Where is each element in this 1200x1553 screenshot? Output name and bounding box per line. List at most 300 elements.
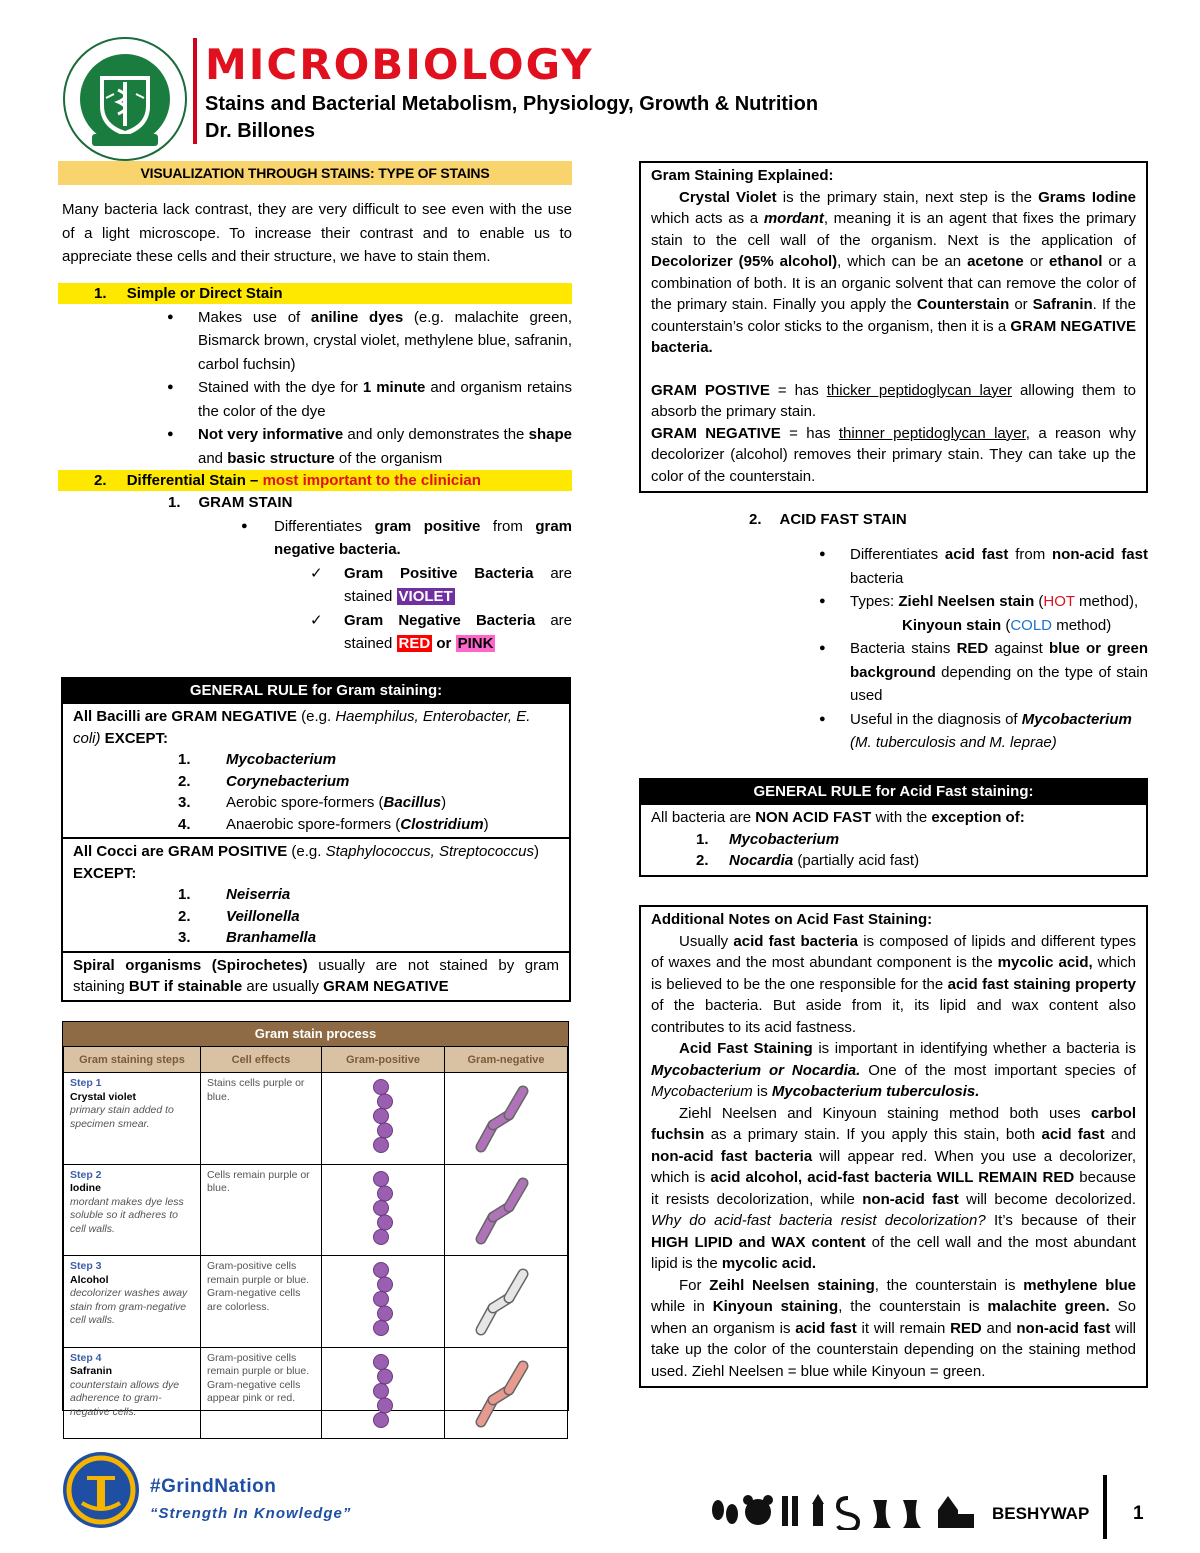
list-item [73,792,559,814]
step-cell [64,1347,201,1439]
text: malachite green. [987,1298,1110,1315]
text: Bacteria stains [850,640,957,657]
text: thicker peptidoglycan layer [826,381,1012,399]
list-text [73,906,559,928]
text: acid fast bacteria [733,932,859,950]
text: Differentiates [850,546,945,563]
gram-process-table [63,1046,568,1439]
box-title: Gram Staining Explained: [651,167,834,184]
text: and [198,449,228,467]
step-number: Step 4 [70,1351,102,1364]
coccus-cell [373,1321,388,1336]
brand-text: BESHYWAP [992,1504,1090,1523]
text: GRAM POSTIVE [651,381,770,399]
text: acid fast staining property [947,975,1136,993]
text: For [679,1276,710,1294]
effect-cell: Gram-positive cells remain purple or blue. Gram-negative cells appear pink or red. [200,1347,321,1439]
list-item [58,306,572,377]
text: = has [769,381,827,399]
text: which is believed to be the one responsible for the [651,954,1136,993]
grind-nation-logo [62,1451,140,1529]
list-number: 2. [94,472,107,489]
table-row [64,1256,568,1348]
text: acetone [967,253,1024,270]
list-number: 3. [178,929,191,946]
column-header: Gram-positive [321,1047,444,1073]
left-column [58,161,572,656]
list-text [73,927,559,949]
header-divider [193,38,197,144]
gram-positive-cell [321,1073,444,1165]
gram-positive-cell [321,1347,444,1439]
text: with the [871,809,932,826]
text: ) [441,794,447,811]
gram-explained-box [639,161,1148,493]
gram-positive-cocci-chain [328,1169,438,1247]
text: Mycobacterium [1021,710,1132,728]
text: (partially acid fast) [793,852,920,869]
step-name: Iodine [70,1182,101,1194]
text: Veillonella [226,907,300,925]
gram-negative-cell [445,1347,568,1439]
cocci-rule [63,837,569,951]
text: depending on the type of stain used [850,663,1148,704]
acid-notes-box [639,905,1148,1388]
coccus-cell [373,1292,388,1307]
text: = has [780,424,839,442]
text: carbol fuchsin [651,1104,1136,1143]
gram-negative-cell [445,1256,568,1348]
pink-tag: PINK [457,635,494,652]
text: mycolic acid. [721,1255,817,1272]
text: (e.g. [296,708,336,725]
text: One of the most important species of [860,1061,1136,1079]
text: will appear red. When you use a decolorizer, which is [651,1147,1136,1186]
list-item [73,814,559,836]
text: shape [528,426,572,443]
differential-stain-heading [58,470,572,491]
text: ACID FAST STAIN [779,511,907,528]
coccus-cell [373,1109,388,1124]
text: ethanol [1049,253,1103,270]
gram-rule-box [61,677,571,1002]
acid-rule-header: GENERAL RULE for Acid Fast staining: [641,780,1146,803]
table-row [64,1164,568,1256]
acid-fast-section [639,511,1148,755]
step-number: Step 3 [70,1260,102,1272]
gram-negative-rod-chain [451,1260,561,1338]
text: acid alcohol, acid-fast bacteria WILL REMAIN RED [710,1169,1075,1186]
text: allowing them to absorb the primary stain. [651,381,1136,420]
text: will take up the color of the counterstain depending on the staining method used. Ziehl Neelsen = blue while Kinyoun = green. [651,1319,1136,1380]
hashtag-text: #GrindNation [150,1476,277,1497]
gram-positive-def [651,380,1136,423]
acid-exceptions-list [651,829,1136,872]
list-number: 3. [178,794,191,811]
column-header: Gram staining steps [64,1047,201,1073]
gram-negative-cell [445,1073,568,1165]
spiral-rule [63,951,569,1000]
coccus-cell [377,1186,392,1201]
footer-divider [1103,1475,1107,1539]
step-description: mordant makes dye less soluble so it adheres to cell walls. [70,1195,184,1235]
coccus-cell [373,1383,388,1398]
text: Counterstain [916,296,1010,313]
list-number: 2. [696,852,709,869]
notes-paragraph [651,931,1136,1039]
text: acid fast [795,1319,857,1337]
text: gram positive [374,517,481,535]
text: , the counterstain is [874,1276,1024,1294]
list-text [73,771,559,793]
text: or [1009,296,1033,313]
intro-paragraph: Many bacteria lack contrast, they are very difficult to see even with the use of a light microscope. To increase their contrast and to enable us to appreciate these cells and their structure, we have to stain them. [62,201,572,265]
text: Bacillus [383,794,442,811]
text: or [1023,253,1050,270]
text: Nocardia [729,852,794,869]
text: EXCEPT: [100,729,169,747]
text: ) [483,815,489,833]
gram-stain-process-figure [62,1021,569,1418]
text: from [480,517,536,535]
list-item [73,906,559,928]
bacilli-exceptions-list [73,749,559,835]
author-name: Dr. Billones [205,120,316,142]
page-subtitle: Stains and Bacterial Metabolism, Physiology, Growth & Nutrition [205,93,819,115]
coccus-cell [377,1123,392,1138]
text: Types: [850,593,899,610]
coccus-cell [373,1200,388,1215]
text: Gram Positive Bacteria [344,564,534,582]
text: bacteria [850,569,904,587]
text: GRAM NEGATIVE [323,978,449,995]
list-item [73,771,559,793]
gram-negative-def [651,423,1136,488]
step-cell [64,1256,201,1348]
list-item [58,515,572,562]
acid-rule-body [641,803,1146,875]
text: acid fast [1041,1126,1105,1143]
text: it will remain [856,1319,951,1337]
text: will become decolorized. [958,1190,1136,1208]
text: Not very informative [198,426,344,443]
text: BUT if stainable [128,978,243,995]
text: because it resists decolorization, while [651,1169,1136,1208]
text: All Cocci are GRAM POSITIVE [73,843,288,860]
text: and [981,1319,1017,1337]
coccus-cell [377,1094,392,1109]
red-tag: RED [398,635,431,652]
gram-stain-label: GRAM STAIN [198,494,293,511]
list-text [73,749,559,771]
text: Clostridium [400,815,484,833]
gram-negative-cell [445,1164,568,1256]
text: non-acid fast bacteria [651,1147,813,1165]
acid-fast-heading [639,511,1148,528]
list-number: 2. [178,772,191,790]
text: Kinyoun staining [712,1298,839,1315]
list-text [73,884,559,906]
table-row [64,1073,568,1165]
text: 2. [749,511,762,528]
text: exception of: [931,809,1025,826]
list-item [73,927,559,949]
effect-cell: Stains cells purple or blue. [200,1073,321,1165]
text: usually are not stained by gram staining [73,956,559,995]
step-name: Safranin [70,1365,113,1377]
text: Acid Fast Staining [679,1040,813,1057]
list-item [651,850,1136,872]
text: non-acid fast [862,1190,959,1208]
simple-stain-heading [58,283,572,304]
simple-stain-label: Simple or Direct Stain [126,284,283,302]
column-header: Cell effects [200,1047,321,1073]
text: Aerobic spore-formers ( [226,794,384,811]
bullet-icon: ● [241,519,248,532]
university-seal-logo [62,36,188,162]
text: and organism retains the color of the dye [198,379,572,420]
list-item [58,423,572,470]
text: Mycobacterium [729,830,840,848]
coccus-cell [377,1306,392,1321]
text: are stained [344,564,572,605]
explained-paragraph [651,187,1136,359]
text: as a primary stain. If you apply this stain, both [704,1126,1042,1143]
page-title: MICROBIOLOGY [205,40,594,89]
section-heading: VISUALIZATION THROUGH STAINS: TYPE OF STAINS [58,161,572,185]
list-number: 1. [696,830,709,848]
text: mycolic acid, [997,954,1093,971]
text: GRAM NEGATIVE [651,424,781,442]
text: , a reason why decolorizer (alcohol) removes their primary stain. They can take up the color of the counterstain. [651,424,1136,485]
text: basic structure [227,449,335,467]
text: are usually [242,978,324,995]
step-cell [64,1164,201,1256]
cocci-exceptions-list [73,884,559,949]
text: NON ACID FAST [755,809,872,826]
list-number: 1. [178,886,191,903]
text: are stained [344,611,572,652]
text: and [1104,1126,1136,1143]
text: Mycobacterium or Nocardia. [651,1061,861,1079]
list-item [639,637,1148,708]
coccus-cell [373,1412,388,1427]
text: Mycobacterium tuberculosis. [771,1083,980,1100]
text: non-acid fast [1052,546,1148,563]
list-item [73,749,559,771]
step-number: Step 2 [70,1168,102,1181]
page-number: 1 [1133,1503,1144,1524]
step-number: Step 1 [70,1077,102,1089]
differential-stain-label: Differential Stain – [126,472,263,489]
step-description: decolorizer washes away stain from gram-negative cell walls. [70,1287,188,1326]
motto-text: “Strength In Knowledge” [150,1505,352,1522]
coccus-cell [377,1398,392,1413]
text: thinner peptidoglycan layer [838,424,1026,442]
text: mordant [763,210,824,227]
text: Neiserria [226,886,291,903]
list-number: 1. [168,494,181,511]
text: (M. tuberculosis and M. leprae) [850,734,1057,751]
coccus-cell [373,1171,388,1186]
text: Ziehl Neelsen and Kinyoun staining method both uses [679,1104,1091,1122]
text: or [432,635,456,652]
text: RED [956,640,989,657]
text: Usually [679,932,734,950]
column-header: Gram-negative [445,1047,568,1073]
list-item [651,829,1136,851]
text: Zeihl Neelsen staining [709,1276,875,1294]
list-item [639,590,1148,637]
checkmark-icon: ✓ [310,564,323,582]
list-text [73,814,559,836]
text: HOT [1043,593,1075,610]
text: ) [534,843,540,860]
text: is composed of lipids and different types of waxes and the most abundant component is the [651,932,1136,971]
text: Ziehl Neelsen stain [898,593,1035,610]
coccus-cell [377,1215,392,1230]
text: methylene blue [1023,1276,1136,1294]
text: HIGH LIPID and WAX content [651,1233,866,1251]
text: GRAM NEGATIVE bacteria. [651,317,1136,356]
text: . If the counterstain’s color sticks to the organism, then it is a [651,296,1136,335]
differential-stain-note: most important to the clinician [262,472,481,489]
text: Mycobacterium [651,1083,753,1100]
text: Useful in the diagnosis of [850,710,1022,728]
list-number: 4. [178,815,191,833]
text: of the bacteria. But aside from it, its lipid and wax content also contributes to its acid fastness. [651,997,1136,1036]
text: Stained with the dye for [198,379,363,396]
text: Gram Negative Bacteria [344,611,536,629]
notes-paragraph [651,1275,1136,1383]
text: of the organism [334,449,443,467]
effect-cell: Cells remain purple or blue. [200,1164,321,1256]
notes-paragraph [651,1103,1136,1275]
text: which acts as a [651,210,764,227]
text: Decolorizer (95% alcohol) [651,253,838,270]
text: , the counterstain is [838,1298,988,1315]
text: while in [651,1298,713,1315]
text: All bacteria are [651,809,756,826]
text: All Bacilli are GRAM NEGATIVE [73,708,297,725]
coccus-cell [373,1354,388,1369]
coccus-cell [377,1369,392,1384]
text: acid fast [944,546,1009,563]
gram-stain-heading [58,491,572,515]
step-name: Alcohol [70,1273,109,1286]
text: is important in identifying whether a bacteria is [812,1040,1136,1057]
step-cell [64,1073,201,1165]
coccus-cell [377,1277,392,1292]
text: Staphylococcus, Streptococcus [325,843,535,860]
acid-fast-rule-box [639,778,1148,877]
violet-tag: VIOLET [398,588,453,605]
checkmark-icon: ✓ [310,611,323,629]
text: Kinyoun stain [902,616,1002,634]
text: EXCEPT: [73,864,137,882]
text: Makes use of [198,308,311,326]
text: Grams Iodine [1038,188,1136,206]
box-title: Additional Notes on Acid Fast Staining: [651,911,933,928]
gram-rule-header: GENERAL RULE for Gram staining: [63,679,569,702]
coccus-cell [373,1138,388,1153]
gram-negative-rod-chain [451,1169,561,1247]
text: aniline dyes [310,308,404,326]
list-item [73,884,559,906]
text: Crystal Violet [679,188,777,206]
text: and only demonstrates the [343,426,529,443]
text: So when an organism is [651,1298,1136,1337]
text: Anaerobic spore-formers ( [226,815,401,833]
list-number: 1. [178,751,191,768]
notes-paragraph [651,1038,1136,1103]
effect-cell: Gram-positive cells remain purple or blue. Gram-negative cells are colorless. [200,1256,321,1348]
list-number: 2. [178,907,191,925]
text: , which can be an [837,253,968,270]
list-text [73,792,559,814]
step-description: counterstain allows dye adherence to gram-negative cells. [70,1378,180,1418]
coccus-cell [373,1229,388,1244]
text: is the primary stain, next step is the [776,188,1039,206]
text: method) [1052,616,1112,634]
text: Corynebacterium [226,772,350,790]
gram-positive-cocci-chain [328,1077,438,1155]
list-item [639,708,1148,755]
text: gram negative bacteria. [274,517,572,558]
text: method), [1074,593,1139,610]
text: (e.g. malachite green, Bismarck brown, crystal violet, methylene blue, safranin, carbol fuchsin) [198,308,572,373]
text: or a combination of both. It is an organic solvent that can remove the color of the primary stain. Finally you apply the [651,253,1136,313]
gram-positive-cell [321,1164,444,1256]
text: RED [950,1319,982,1337]
coccus-cell [373,1080,388,1095]
check-item [58,609,572,656]
step-description: primary stain added to specimen smear. [70,1104,174,1130]
figure-title: Gram stain process [63,1022,568,1046]
text: ( [1034,593,1044,610]
list-item [58,376,572,423]
coccus-cell [373,1263,388,1278]
text: Why do acid-fast bacteria resist decolorization? [651,1212,986,1229]
text: against [988,640,1049,657]
text: non-acid fast [1016,1319,1111,1337]
text: Differentiates [274,517,375,535]
step-name: Crystal violet [70,1090,136,1103]
gram-negative-rod-chain [451,1077,561,1155]
text: COLD [1010,616,1053,634]
text: blue or green background [850,640,1148,681]
decorative-icons-row [708,1490,983,1530]
text: (e.g. [287,843,326,860]
text: of the cell wall and the most abundant lipid is the [651,1233,1136,1272]
text: from [1008,546,1053,563]
text: Haemphilus, Enterobacter, E. coli) [73,708,531,747]
text: 1 minute [362,379,426,396]
text: ( [1001,616,1011,634]
table-row [64,1347,568,1439]
text: is [752,1083,772,1100]
gram-positive-cell [321,1256,444,1348]
gram-negative-rod-chain [451,1352,561,1430]
gram-positive-cocci-chain [328,1352,438,1430]
text: , meaning it is an agent that fixes the primary stain to the cell wall of the organism. Next is the application of [651,210,1137,249]
gram-table-body [64,1073,568,1439]
check-item [58,562,572,609]
text: It’s because of their [985,1212,1137,1229]
bacilli-rule [63,702,569,837]
text: Mycobacterium [226,751,337,768]
text: Safranin [1032,296,1093,313]
